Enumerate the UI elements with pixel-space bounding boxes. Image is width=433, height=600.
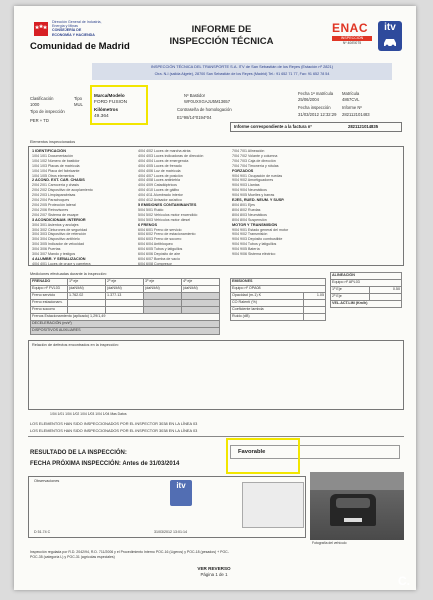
element-item: 7/04 7/03 Caja de dirección	[232, 158, 276, 163]
unit-2: (daN/kN)	[106, 286, 144, 293]
element-item: 2/04 2/03 Limpiaparabrisas	[32, 193, 76, 198]
element-item: 2/04 2/06 Retrovisores	[32, 207, 69, 212]
km-value: 49.364	[94, 114, 109, 119]
element-item: 2/04 2/07 Sistema de escape	[32, 212, 79, 217]
brake-cell-empty	[144, 293, 182, 300]
emissions-table	[230, 278, 326, 321]
stamp-date: 31/03/2012 13:01:14	[154, 530, 187, 534]
element-item: 6/04 6/02 Freno de estacionamiento	[138, 232, 196, 237]
report-title-line2: INSPECCIÓN TÉCNICA	[169, 36, 274, 47]
madrid-flag-icon	[34, 22, 48, 36]
defects-box	[28, 340, 404, 410]
elements-column-2	[138, 149, 228, 267]
element-item: 6/04 6/04 Antibloqueo	[138, 242, 173, 247]
element-item: 2/04 2/05 Protección lateral	[32, 202, 76, 207]
eje4-header: 4º eje	[182, 279, 220, 286]
inspection-report-page	[14, 6, 416, 590]
element-item: 4/04 4/10 Luces de gálibo	[138, 188, 180, 193]
opacidad-value: 1.05	[304, 293, 326, 300]
element-item: 4/04 4/06 Luz de matrícula	[138, 168, 181, 173]
tipo-inspeccion-value: PER + TD	[30, 118, 49, 123]
elements-heading: Elementos inspeccionados	[30, 140, 76, 144]
element-item: 6/04 6/08 Compresor	[138, 261, 172, 266]
element-item: 3/04 3/05 Indicador de velocidad	[32, 242, 84, 247]
element-item: 3/04 3/07 Mando y testigos	[32, 252, 76, 257]
highlight-result	[226, 438, 300, 474]
deceleracion-label: DECELERACIÓN (m/s²)	[31, 321, 220, 328]
itv-logo	[378, 21, 402, 51]
alignment-table	[330, 272, 402, 308]
result-label: RESULTADO DE LA INSPECCIÓN:	[30, 450, 127, 456]
element-group-heading: 1 IDENTIFICACIÓN	[32, 149, 66, 153]
alin-e2-label: 2º Eje	[331, 294, 370, 301]
element-item: 2/04 2/04 Parachoques	[32, 198, 70, 203]
brake-row-e1	[68, 307, 106, 314]
element-group-heading: 2 ACOND. EXT. CAR. CHASIS	[32, 178, 85, 183]
fecha-inspeccion-value: 31/03/2012 12:32:29	[298, 112, 337, 117]
element-item: 9/04 9/04 Neumáticos	[232, 188, 267, 193]
unit-3: (daN/kN)	[144, 286, 182, 293]
element-item: 9/04 9/03 Depósito combustible	[232, 237, 283, 242]
element-item: 3/04 3/01 Asientos y anclajes	[32, 222, 79, 227]
brake-row-label: Freno servicio	[31, 293, 68, 300]
element-item: 6/04 6/07 Bomba de vacío	[138, 256, 180, 261]
element-group-heading: 6 FRENOS	[138, 222, 157, 227]
element-item: 2/04 2/01 Carrocería y chasis	[32, 183, 79, 188]
auxiliares-label: DISPOSITIVOS AUXILIARES	[31, 328, 220, 335]
informe-label: Informe Nº	[342, 105, 362, 110]
marca-value: FORD FUSION	[94, 100, 128, 105]
measurements-heading: Mediciones efectuadas durante la inspección:	[30, 272, 107, 276]
company-address: Ctra. N-I (salida Algete), 28700 San Sebastián de los Reyes (Madrid) Tel.: 91 652 71 77, Fax: 91 652 78 54	[154, 72, 330, 76]
element-item: 3/04 3/06 Puertas	[32, 247, 61, 252]
enac-logo-sub: INSPECCIÓN	[332, 36, 372, 41]
alineacion-label: ALINEACIÓN	[331, 273, 402, 280]
enac-logo-text: ENAC	[332, 21, 369, 35]
report-title-line1: INFORME DE	[191, 24, 252, 35]
brake-cell-empty	[182, 307, 220, 314]
velocidad-label: VEL.ACT.LIM (Km/h)	[331, 301, 402, 308]
enac-logo	[332, 22, 372, 50]
element-item: 8/04 8/01 Ejes	[232, 202, 255, 207]
highlight-marca-km	[90, 85, 148, 125]
tipo-inspeccion-label: Tipo de inspección	[30, 109, 65, 114]
unit-4: (daN/kN)	[182, 286, 220, 293]
element-item: 4/04 4/08 Luces antiniebla	[138, 178, 180, 183]
tipo-value: MUL	[74, 102, 83, 107]
agency-line-2: Energía y Minas	[52, 24, 78, 29]
element-group-heading: FORZADOS	[232, 168, 254, 173]
element-group-heading: EJES, RUED. NEUM. Y SUSP.	[232, 198, 285, 203]
element-item: 3/04 3/02 Cinturones de seguridad	[32, 227, 88, 232]
element-item: 9/04 9/04 Tubos y latiguillos	[232, 242, 277, 247]
frenado-equipo: Equipo nº FVL03	[31, 286, 68, 293]
defects-heading: Relación de defectos encontrados en la inspección:	[32, 343, 119, 347]
element-item: 9/04 9/05 Muelles y barras	[232, 193, 275, 198]
lambda-label: Coeficiente lambda	[231, 307, 304, 314]
page-number: Página 1 de 1	[200, 572, 228, 577]
marca-label: Marca/Modelo	[94, 93, 125, 98]
brake-table	[30, 278, 220, 335]
elements-column-3	[232, 149, 322, 257]
eficacia-text: Frenos Estacionamiento (aplicado) 1,29/1,49	[31, 314, 220, 321]
brake-row-label: Freno estacionam.	[31, 300, 68, 307]
element-item: 8/04 8/04 Suspensión	[232, 217, 267, 222]
element-item: 7/04 7/02 Volante y columna	[232, 153, 278, 158]
element-item: 4/04 4/12 Avisador acústico	[138, 198, 182, 203]
defects-inspector-line-2: LOS ELEMENTOS HAN SIDO INSPECCIONADOS POR EL INSPECTOR 3038 EN LA LÍNEA 03	[30, 428, 198, 433]
element-item: 7/04 7/01 Alineación	[232, 149, 265, 153]
eje2-header: 2º eje	[106, 279, 144, 286]
observations-label: Observaciones	[34, 479, 60, 483]
element-item: 6/04 6/06 Depósito de aire	[138, 252, 181, 257]
element-item: 4/04 4/04 Luces de emergencia	[138, 158, 189, 163]
ruido-label: Ruido (dB)	[231, 314, 304, 321]
brake-row-label: Freno socorro	[31, 307, 68, 314]
fecha-matricula-label: Fecha 1ª matrícula	[298, 91, 334, 96]
element-item: 3/04 3/03 Dispositivo de retención	[32, 232, 87, 237]
element-item: 9/04 9/05 Batería	[232, 247, 260, 252]
alin-e1-value: 0.50	[370, 287, 402, 294]
agency-line-4: ECONOMÍA Y HACIENDA	[52, 32, 95, 37]
elements-column-1	[32, 149, 132, 267]
photo-label: Fotografía del vehículo	[312, 541, 347, 545]
element-item: 1/04 1/02 Número de bastidor	[32, 158, 80, 163]
informe-value: 282112101483	[342, 112, 370, 117]
itv-stamp-icon	[170, 480, 192, 506]
eje1-header: 1º eje	[68, 279, 106, 286]
fecha-matricula-value: 25/06/2004	[298, 97, 319, 102]
enac-code: Nº 40/EI075	[342, 41, 362, 45]
clasificacion-value: 1000	[30, 102, 40, 107]
alineacion-equipo: Equipo nº APL03	[331, 280, 402, 287]
next-inspection: FECHA PRÓXIMA INSPECCIÓN: Antes de 31/03/2014	[30, 461, 180, 467]
region-name: Comunidad de Madrid	[30, 41, 130, 52]
element-item: 8/04 8/02 Ruedas	[232, 207, 261, 212]
element-item: 9/04 9/01 Estado general del motor	[232, 227, 289, 232]
fecha-inspeccion-label: Fecha inspección	[298, 105, 331, 110]
element-item: 4/04 4/05 Luces de frenado	[138, 163, 182, 168]
factura-label: Informe correspondiente a la factura nº	[234, 124, 312, 129]
brake-row-e1: 1.762.02	[68, 293, 106, 300]
homologacion-value: E1*98/14*0194*04	[177, 115, 212, 120]
ver-reverso: VER REVERSO	[197, 566, 231, 571]
element-item: 6/04 6/05 Tubos y latiguillos	[138, 247, 183, 252]
brake-row-e1	[68, 300, 106, 307]
km-label: Kilómetros	[94, 107, 118, 112]
element-item: 9/04 9/03 Llantas	[232, 183, 260, 188]
opacidad-label: Opacidad (m-1) K	[231, 293, 304, 300]
clasificacion-label: Clasificación	[30, 96, 54, 101]
element-group-heading: 4 ALUMBR. Y SEÑALIZACIÓN	[32, 256, 86, 261]
company-banner: INSPECCIÓN TÉCNICA DEL TRANSPORTE S.A. ITV de San Sebastián de los Reyes (Estación nº 2821)	[150, 64, 334, 69]
element-item: 2/04 2/02 Dispositivo de acoplamiento	[32, 188, 93, 193]
element-item: 5/04 5/02 Vehículos motor encendido	[138, 212, 198, 217]
element-item: 6/04 6/03 Freno de socorro	[138, 237, 182, 242]
result-rule-top	[28, 436, 404, 437]
homologacion-label: Contraseña de homologación	[177, 107, 232, 112]
agency-line-1: Dirección General de Industria,	[52, 20, 102, 24]
brake-cell-empty	[182, 300, 220, 307]
corner-watermark: C.	[398, 574, 410, 588]
element-item: 1/04 1/03 Placas de matrícula	[32, 163, 80, 168]
itv-stamp-text: itv	[176, 481, 186, 490]
element-item: 6/04 6/01 Freno de servicio	[138, 227, 182, 232]
element-item: 3/04 3/04 Dispositivo antihielo	[32, 237, 80, 242]
brake-row-e2: 1.377.13	[106, 293, 144, 300]
element-item: 9/04 9/01 Ocupación de ruedas	[232, 173, 283, 178]
element-item: 4/04 4/11 Alumbrado interior	[138, 193, 183, 198]
defects-inspector-line-1: LOS ELEMENTOS HAN SIDO INSPECCIONADOS POR EL INSPECTOR 3038 EN LA LÍNEA 03	[30, 421, 198, 426]
element-group-heading: 3 ACONDICIONAM. INTERIOR	[32, 217, 86, 222]
legal-line-2: POC-35 (categoría L) y POC-31 (agrícolas especiales)	[30, 555, 115, 559]
emisiones-label: EMISIONES	[231, 279, 326, 286]
element-item: 4/04 4/02 Luces de marcha atrás	[138, 149, 191, 153]
matricula-label: Matrícula	[342, 91, 360, 96]
element-item: 4/04 4/03 Luces indicadoras de dirección	[138, 153, 204, 158]
factura-value: 2821121014835	[348, 124, 379, 129]
matricula-value: 4867CVL	[342, 97, 360, 102]
element-group-heading: MOTOR Y TRANSMISIÓN	[232, 222, 278, 227]
element-item: 1/04 1/01 Documentación	[32, 153, 73, 158]
car-icon	[382, 37, 398, 47]
brake-cell-empty	[182, 293, 220, 300]
unit-1: (daN/kN)	[68, 286, 106, 293]
emisiones-equipo: Equipo nº OPA08	[231, 286, 326, 293]
element-item: 1/04 1/05 Otros elementos	[32, 173, 75, 178]
element-item: 1/04 1/04 Placa del fabricante	[32, 168, 80, 173]
element-item: 9/04 9/02 Transmisión	[232, 232, 268, 237]
brake-cell-empty	[144, 307, 182, 314]
element-item: 7/04 7/04 Timonería y rótulas	[232, 163, 279, 168]
element-item: 5/04 5/03 Vehículos motor diesel	[138, 217, 191, 222]
eje3-header: 3º eje	[144, 279, 182, 286]
legal-line-1: Inspección regulada por R.D. 2042/94, R.D. 711/2006 y el Procedimiento Interno POC-16 (Ligeros) y POC-18 (pesados) + POC-	[30, 550, 229, 554]
signature-area	[242, 482, 304, 528]
inspector-code: D 51.74 C	[34, 530, 51, 534]
element-item: 4/04 4/01 Luces de cruce y carretera	[32, 261, 91, 266]
frenado-label: FRENADO	[31, 279, 68, 286]
brake-row-e2	[106, 307, 144, 314]
element-item: 4/04 4/07 Luces de posición	[138, 173, 183, 178]
element-item: 5/04 5/01 Ruido	[138, 207, 164, 212]
brake-cell-empty	[144, 300, 182, 307]
element-item: 9/04 9/02 Amortiguadores	[232, 178, 274, 183]
bastidor-label: Nº Bastidor	[184, 93, 206, 98]
element-group-heading: 5 EMISIONES CONTAMINANTES	[138, 202, 197, 207]
defects-codes: 1/04 1/01 1/04 1/02 1/04 1/03 1/04 1/04 Mas Datos	[50, 412, 127, 416]
element-item: 9/04 9/06 Sistema eléctrico	[232, 252, 276, 257]
element-item: 8/04 8/03 Neumáticos	[232, 212, 267, 217]
vehicle-photo	[310, 472, 404, 540]
result-value: Favorable	[238, 449, 266, 455]
tipo-label: Tipo	[74, 96, 82, 101]
bastidor-value: WF0UXXGAJU5M13657	[184, 99, 231, 104]
co-label: CO Ralentí (%)	[231, 300, 304, 307]
alin-e1-label: 1º Eje	[331, 287, 370, 294]
itv-logo-text: itv	[384, 22, 396, 33]
brake-row-e2	[106, 300, 144, 307]
agency-line-3: CONSEJERÍA DE	[52, 28, 82, 33]
element-item: 4/04 4/09 Catadióptricos	[138, 183, 177, 188]
